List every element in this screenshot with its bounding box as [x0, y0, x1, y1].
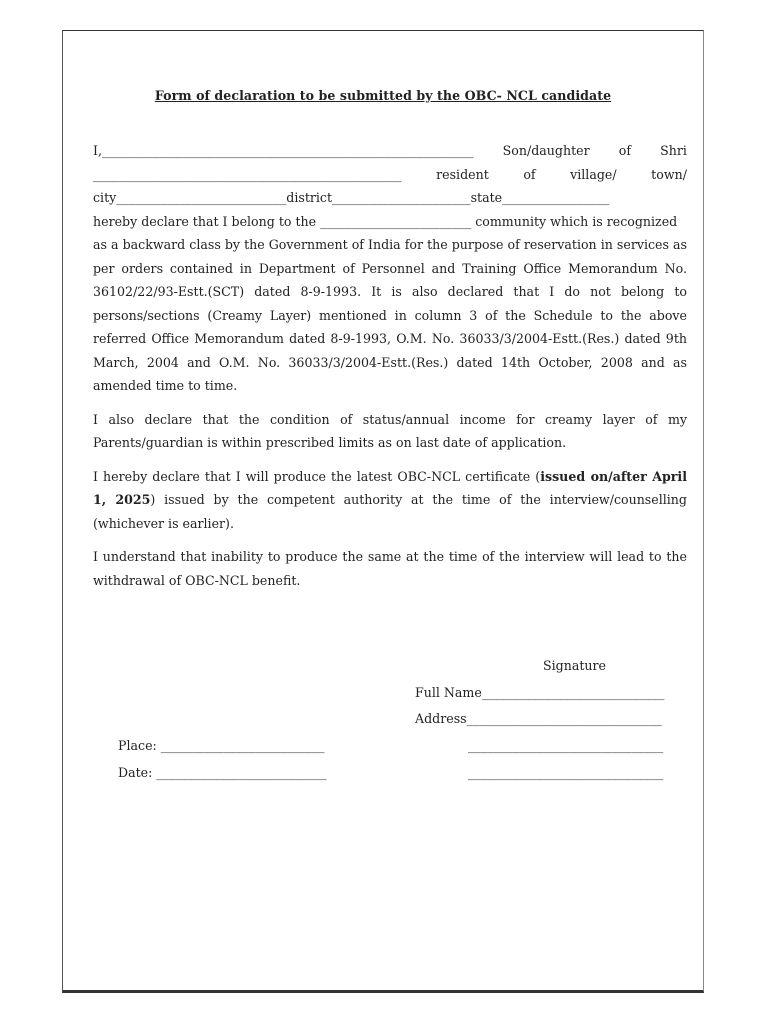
address-line-2: _______________________________ — [468, 738, 664, 753]
address-line-3: _______________________________ — [468, 765, 664, 780]
town-label: town/ — [651, 166, 687, 182]
certificate-text-post: ) issued by the competent authority at the time of the interview/counselling (whichever is earlier). — [93, 492, 687, 531]
name-blank: I,___________________________________________________________ — [93, 143, 474, 158]
resident-label: resident — [436, 166, 489, 182]
date-field: Date: ___________________________ — [118, 765, 327, 780]
declaration-body — [93, 139, 687, 592]
address-field: Address_______________________________ — [415, 711, 662, 726]
son-daughter-label: Son/daughter — [502, 143, 590, 158]
father-name-blank: _________________________________________________ — [93, 166, 402, 182]
certificate-text-pre: I hereby declare that I will produce the latest OBC-NCL certificate ( — [93, 468, 541, 484]
declaration-page — [62, 30, 704, 993]
form-title: Form of declaration to be submitted by the OBC- NCL candidate — [154, 88, 612, 103]
withdrawal-declaration: I understand that inability to produce the same at the time of the interview will lead to the withdrawal of OBC-NCL benefit. — [93, 549, 687, 588]
signature-label: Signature — [543, 658, 606, 673]
resident-line — [93, 163, 687, 187]
certificate-declaration — [93, 465, 687, 536]
place-field: Place: __________________________ — [118, 738, 325, 753]
certificate-date-bold: issued on/after April 1, 2025 — [93, 468, 687, 507]
income-declaration: I also declare that the condition of status/annual income for creamy layer of my Parents/guardian is within prescribed limits as on last date of application. — [93, 411, 687, 450]
of-label: of — [618, 143, 632, 158]
city-district-state-line: city___________________________district______________________state_________________ — [93, 190, 610, 205]
community-line: hereby declare that I belong to the ________________________ community which is recognized — [93, 213, 678, 229]
full-name-field: Full Name_____________________________ — [415, 685, 665, 700]
declaration-paragraph: as a backward class by the Government of India for the purpose of reservation in services as per orders contained in Department of Personnel and Training Office Memorandum No. 36102/22/93-Estt.(SCT) dated 8-9-1993. It is also declared that I do not belong to persons/sections (Creamy Layer) mentioned in column 3 of the Schedule to the above referred Office Memorandum dated 8-9-1993, O.M. No. 36033/3/2004-Estt.(Res.) dated 9th March, 2004 and O.M. No. 36033/3/2004-Estt.(Res.) dated 14th October, 2008 and as amended time to time. — [93, 237, 687, 393]
of-label: of — [523, 166, 536, 182]
applicant-name-line — [93, 139, 687, 163]
shri-label: Shri — [660, 143, 687, 158]
village-label: village/ — [570, 166, 617, 182]
